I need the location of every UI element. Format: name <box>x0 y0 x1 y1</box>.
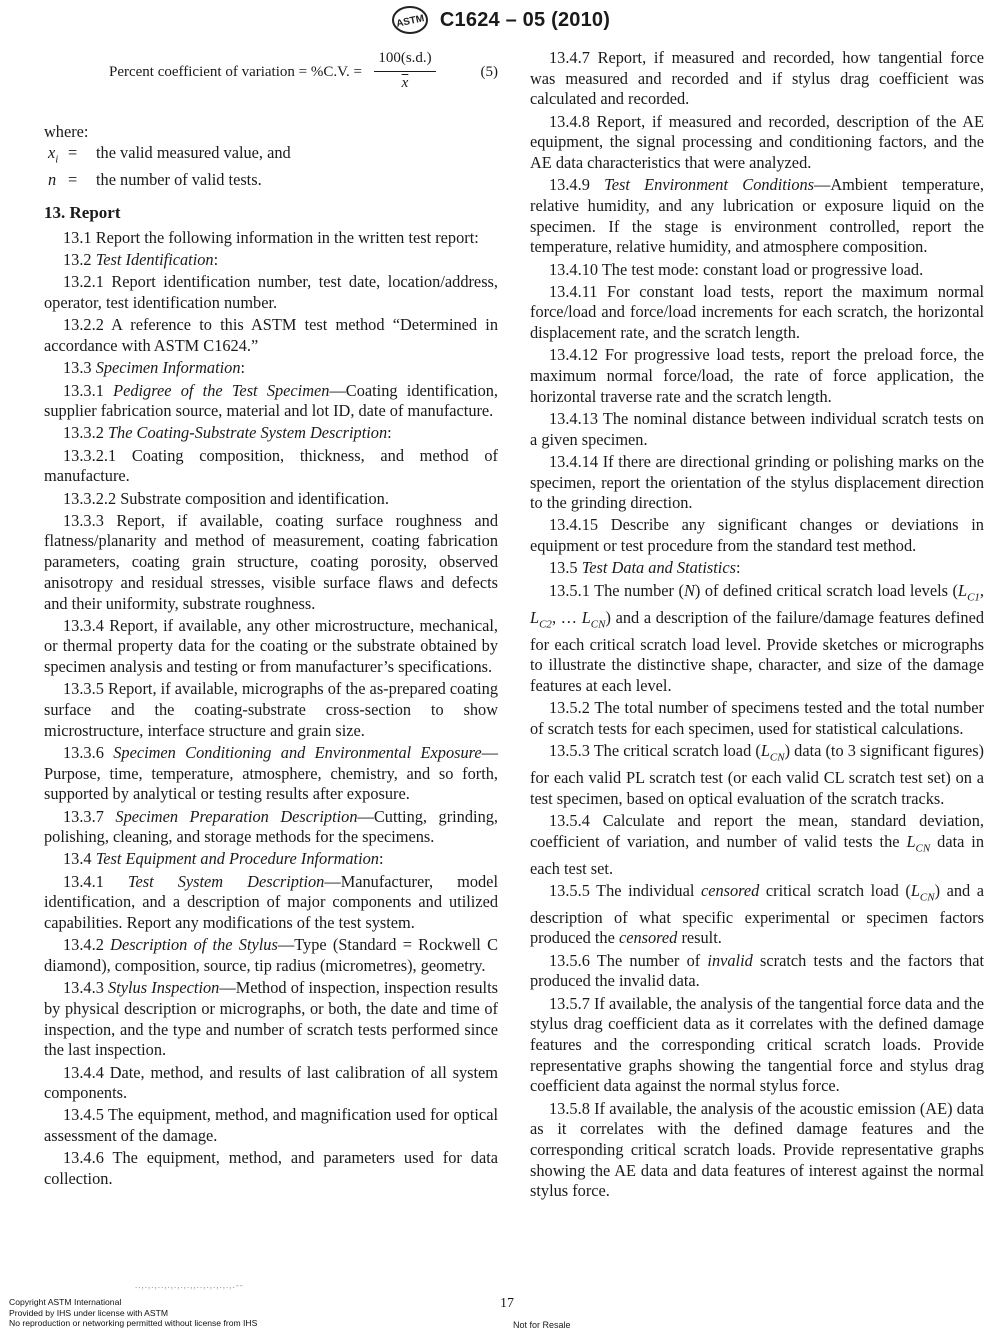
paragraph-number: 13.4.8 <box>549 111 590 131</box>
paragraph-text: The number of invalid scratch tests and the factors that produced the invalid data. <box>530 950 984 991</box>
astm-logo-icon <box>390 5 430 35</box>
paragraph-title: Test System Description <box>127 871 325 891</box>
paragraph-13-5-2 <box>530 698 984 739</box>
footer-no-reproduction: No reproduction or networking permitted without license from IHS <box>9 1318 258 1328</box>
equation-5 <box>44 48 498 100</box>
paragraph-text: —Cutting, grinding, polishing, cleaning, and storage methods for the specimens. <box>44 806 498 847</box>
paragraph-text: The test mode: constant load or progressive load. <box>601 259 924 279</box>
paragraph-number: 13.5.1 <box>549 580 590 600</box>
paragraph-13-3-2-2 <box>44 489 498 510</box>
paragraph-13-4-5 <box>44 1105 498 1146</box>
paragraph-title: Specimen Conditioning and Environmental Exposure <box>113 742 482 762</box>
paragraph-number: 13.2.1 <box>63 272 104 292</box>
paragraph-number: 13.4.1 <box>63 871 104 891</box>
paragraph-text: The equipment, method, and parameters used for data collection. <box>44 1148 498 1189</box>
paragraph-number: 13.4 <box>63 849 92 869</box>
equation-denominator: x <box>401 74 409 91</box>
paragraph-text: Report identification number, test date, location/address, operator, test identification number. <box>44 272 498 313</box>
paragraph-13-3-6 <box>44 743 498 805</box>
paragraph-number: 13.5.6 <box>549 950 590 970</box>
paragraph-number: 13.3.6 <box>63 742 104 762</box>
paragraph-13-3-7 <box>44 807 498 848</box>
paragraph-13-5 <box>530 558 984 579</box>
definition-n: n = the number of valid tests. <box>48 169 262 189</box>
paragraph-title: Description of the Stylus <box>110 935 278 955</box>
paragraph-number: 13.5.7 <box>549 993 590 1013</box>
paragraph-13-5-7 <box>530 994 984 1098</box>
page-number: 17 <box>500 1296 514 1311</box>
scan-artifact: ..,.,.,..,.,.,.,.,,..,.,.,.,.,.-- <box>135 1280 244 1290</box>
paragraph-number: 13.3.5 <box>63 679 104 699</box>
paragraph-number: 13.5.2 <box>549 698 590 718</box>
paragraph-number: 13.1 <box>63 228 92 248</box>
paragraph-text: The nominal distance between individual scratch tests on a given specimen. <box>530 408 984 449</box>
paragraph-13-1 <box>44 228 498 249</box>
paragraph-text: Report the following information in the written test report: <box>95 228 479 248</box>
paragraph-number: 13.4.7 <box>549 48 590 67</box>
paragraph-text: If available, the analysis of the tangential force data and the stylus drag coefficient data as it correlates with the defined damage features and the corresponding critical scratch loads. Provide representative graphs showing the tangential force and stylus drag coefficient data against the normal stylus force. <box>530 993 984 1096</box>
paragraph-13-3-2 <box>44 423 498 444</box>
paragraph-number: 13.5.5 <box>549 880 590 900</box>
paragraph-number: 13.3.2.2 <box>63 488 117 508</box>
paragraph-number: 13.4.2 <box>63 935 104 955</box>
paragraph-number: 13.4.15 <box>549 515 599 535</box>
equation-lhs: Percent coefficient of variation = %C.V. = <box>109 64 362 80</box>
paragraph-text: Report, if available, micrographs of the as-prepared coating surface and the coating-substrate cross-section to show microstructure, interface structure and grain size. <box>44 679 498 740</box>
paragraph-number: 13.3 <box>63 358 92 378</box>
svg-text:ASTM: ASTM <box>395 13 426 30</box>
paragraph-number: 13.2.2 <box>63 315 104 335</box>
paragraph-text: Report, if available, any other microstructure, mechanical, or thermal property data for the coating or the substrate obtained by specimen analysis and testing or from manufacturer’s specifications. <box>44 615 498 677</box>
left-paragraphs <box>44 228 498 1190</box>
paragraph-title: Stylus Inspection <box>108 978 220 998</box>
paragraph-number: 13.4.4 <box>63 1062 104 1082</box>
paragraph-text: If available, the analysis of the acoustic emission (AE) data as it correlates with the defined damage features and the corresponding critical scratch loads. Provide representative graphs showing the AE data and data features of interest against the normal stylus force. <box>530 1098 984 1201</box>
paragraph-text: Coating composition, thickness, and method of manufacture. <box>44 445 498 486</box>
paragraph-title: Test Equipment and Procedure Information <box>95 849 379 869</box>
paragraph-13-4-8 <box>530 112 984 174</box>
paragraph-number: 13.4.3 <box>63 978 104 998</box>
paragraph-number: 13.4.5 <box>63 1105 104 1125</box>
paragraph-13-5-4 <box>530 811 984 879</box>
paragraph-number: 13.5.4 <box>549 810 590 830</box>
paragraph-13-4-12 <box>530 345 984 407</box>
paragraph-13-4-3 <box>44 978 498 1061</box>
paragraph-number: 13.5 <box>549 558 578 578</box>
footer-provided: Provided by IHS under license with ASTM <box>9 1307 169 1318</box>
paragraph-title: Specimen Information <box>95 358 241 378</box>
paragraph-13-4-9 <box>530 175 984 258</box>
paragraph-number: 13.4.11 <box>549 281 598 301</box>
paragraph-number: 13.4.14 <box>549 451 599 471</box>
paragraph-text: —Method of inspection, inspection results by physical description or micrographs, or both, the date and time of inspection, and the type and number of scratch tests performed since the last inspection. <box>44 978 498 1060</box>
paragraph-13-4-10 <box>530 260 984 281</box>
paragraph-text: : <box>213 250 219 270</box>
paragraph-number: 13.5.8 <box>549 1098 590 1118</box>
paragraph-13-4-14 <box>530 452 984 514</box>
paragraph-text: —Coating identification, supplier fabrication source, material and lot ID, date of manufacture. <box>44 380 499 421</box>
left-column <box>44 48 498 1190</box>
equation-fraction <box>374 48 436 93</box>
paragraph-text: Report, if measured and recorded, how tangential force was measured and recorded and if stylus drag coefficient was calculated and recorded. <box>530 48 984 109</box>
paragraph-text: If there are directional grinding or polishing marks on the specimen, report the orientation of the stylus displacement direction to the grinding direction. <box>530 451 984 513</box>
paragraph-13-3-2-1 <box>44 446 498 487</box>
paragraph-text: Substrate composition and identification. <box>120 488 389 508</box>
paragraph-13-4-2 <box>44 935 498 976</box>
paragraph-13-4-13 <box>530 409 984 450</box>
paragraph-text: For progressive load tests, report the preload force, the maximum normal force/load, the rate of force application, the horizontal traverse rate and the scratch length. <box>530 345 984 406</box>
paragraph-13-2-1 <box>44 272 498 313</box>
paragraph-number: 13.3.3 <box>63 510 104 530</box>
paragraph-13-5-6 <box>530 951 984 992</box>
paragraph-text: : <box>387 423 392 443</box>
paragraph-text: Report, if measured and recorded, description of the AE equipment, the signal processing and conditioning factors, and the AE data characteristics that were analyzed. <box>530 111 984 173</box>
paragraph-13-5-5 <box>530 881 984 949</box>
paragraph-text: —Manufacturer, model identification, and a description of major components and utilized capabilities. Report any modifications of the test system. <box>44 871 498 933</box>
page-header <box>0 5 1000 35</box>
paragraph-13-5-1 <box>530 581 984 697</box>
paragraph-text: The individual censored critical scratch load $(L_{CN})$ and a description of what specific experimental or specimen factors produced the censored result. <box>530 880 985 948</box>
paragraph-text: : <box>240 358 246 378</box>
paragraph-text: Calculate and report the mean, standard deviation, coefficient of variation, and number of valid tests the $L_{CN}$ data in each test set. <box>530 810 984 878</box>
paragraph-number: 13.5.3 <box>549 741 590 761</box>
where-label: where: <box>44 122 89 141</box>
paragraph-number: 13.4.12 <box>549 345 599 365</box>
right-paragraphs <box>530 48 984 1202</box>
paragraph-13-5-3 <box>530 741 984 809</box>
footer-copyright: Copyright ASTM International <box>9 1297 122 1307</box>
paragraph-text: For constant load tests, report the maximum normal force/load and force/load increments for each scratch, the horizontal displacement rate, and the scratch length. <box>530 281 984 343</box>
paragraph-number: 13.3.2.1 <box>63 445 117 465</box>
paragraph-number: 13.3.2 <box>63 423 104 443</box>
paragraph-13-3-1 <box>44 381 498 422</box>
paragraph-13-3-3 <box>44 511 498 615</box>
paragraph-text: The equipment, method, and magnification used for optical assessment of the damage. <box>44 1105 498 1146</box>
equation-number: (5) <box>480 64 498 80</box>
section-heading: 13. Report <box>44 203 121 223</box>
paragraph-13-4-6 <box>44 1148 498 1189</box>
paragraph-13-5-8 <box>530 1099 984 1203</box>
paragraph-13-3-4 <box>44 616 498 678</box>
equation-numerator: 100(s.d.) <box>374 48 436 72</box>
paragraph-text: Date, method, and results of last calibration of all system components. <box>44 1062 498 1103</box>
paragraph-13-4-1 <box>44 872 498 934</box>
paragraph-13-4-7 <box>530 48 984 110</box>
paragraph-title: Test Environment Conditions <box>604 175 815 195</box>
paragraph-13-4-15 <box>530 515 984 556</box>
paragraph-text: The critical scratch load $(L_{CN})$ data (to 3 significant figures) for each valid PL scratch test (or each valid CL scratch test set) on a test specimen, based on optical evaluation of the scratch tracks. <box>530 741 984 808</box>
not-for-resale: Not for Resale <box>513 1320 571 1330</box>
right-column <box>530 48 984 1202</box>
paragraph-text: Report, if available, coating surface roughness and flatness/planarity and method of measurement, coating fabrication parameters, coating grain structure, coating porosity, observed anisotropy and residual stresses, visible surface flaws and defects and their uniformity, substrate roughness. <box>44 510 498 613</box>
paragraph-13-3 <box>44 358 498 379</box>
paragraph-number: 13.4.6 <box>63 1148 104 1168</box>
paragraph-number: 13.3.4 <box>63 615 104 635</box>
footer-license <box>9 1297 257 1329</box>
paragraph-text: The number (N) of defined critical scratch load levels ($L_{C1}$, $L_{C2}$, … $L_{CN}$) and a description of the failure/damage features defined for each critical scratch load level. Provide sketches or micrographs to illustrate the distinctive shape, character, and size of the damage features at each level. <box>530 580 985 695</box>
paragraph-13-4-4 <box>44 1063 498 1104</box>
paragraph-number: 13.4.10 <box>549 259 599 279</box>
paragraph-text: —Type (Standard = Rockwell C diamond), composition, source, tip radius (micrometres), geometry. <box>44 935 498 975</box>
paragraph-13-2-2 <box>44 315 498 356</box>
paragraph-title: Pedigree of the Test Specimen <box>113 380 330 400</box>
paragraph-text: The total number of specimens tested and the total number of scratch tests for each specimen, used for statistical calculations. <box>530 698 985 738</box>
paragraph-text: A reference to this ASTM test method “Determined in accordance with ASTM C1624.” <box>44 315 498 356</box>
paragraph-text: : <box>735 558 741 578</box>
paragraph-text: —Ambient temperature, relative humidity, and any lubrication or exposure liquid on the specimen. If the stage is environment controlled, report the temperature, relative humidity, and atmosphere composition. <box>530 175 984 257</box>
paragraph-number: 13.2 <box>63 250 92 270</box>
paragraph-13-4 <box>44 849 498 870</box>
paragraph-title: Test Identification <box>95 250 214 270</box>
paragraph-number: 13.3.1 <box>63 380 104 400</box>
paragraph-text: Describe any significant changes or deviations in equipment or test procedure from the standard test method. <box>530 515 984 556</box>
paragraph-13-2 <box>44 250 498 271</box>
paragraph-number: 13.3.7 <box>63 806 104 826</box>
paragraph-title: Specimen Preparation Description <box>115 806 358 826</box>
paragraph-13-4-11 <box>530 282 984 344</box>
paragraph-number: 13.4.9 <box>549 175 590 195</box>
definition-xi: $x_i$ = the valid measured value, and <box>48 142 291 165</box>
paragraph-title: The Coating-Substrate System Description <box>107 423 388 443</box>
paragraph-number: 13.4.13 <box>549 408 599 428</box>
paragraph-title: Test Data and Statistics <box>581 558 736 578</box>
paragraph-13-3-5 <box>44 679 498 741</box>
paragraph-text: —Purpose, time, temperature, atmosphere, chemistry, and so forth, supported by analytical or testing results after exposure. <box>44 742 498 804</box>
standard-designation: C1624 – 05 (2010) <box>439 8 611 31</box>
paragraph-text: : <box>378 849 384 869</box>
